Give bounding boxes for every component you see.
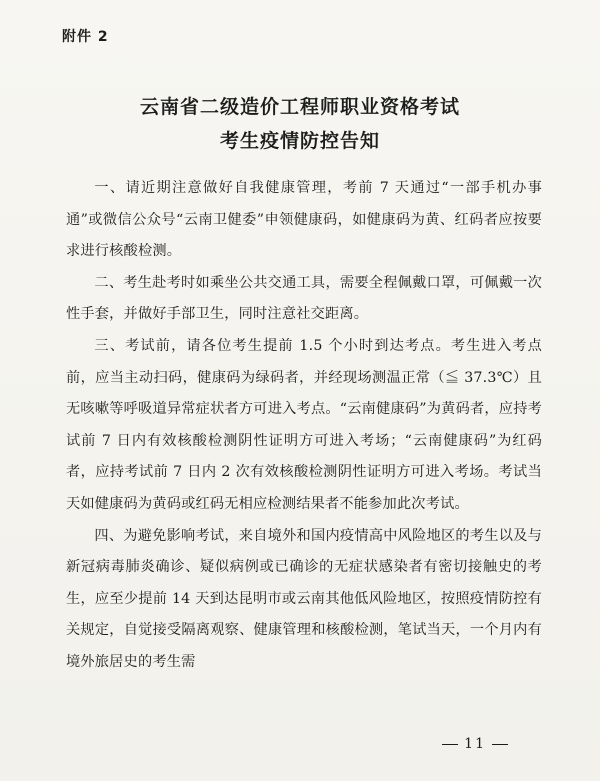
page-number	[436, 736, 514, 752]
page-number-dash-right	[492, 744, 508, 745]
paragraph-2: 二、考生赴考时如乘坐公共交通工具，需要全程佩戴口罩，可佩戴一次性手套，并做好手部卫生，同时注意社交距离。	[66, 274, 542, 323]
document-body	[66, 173, 542, 679]
document-title-line-1: 云南省二级造价工程师职业资格考试	[139, 96, 460, 118]
page-number-dash-left	[442, 744, 458, 745]
paragraph-3: 三、考试前，请各位考生提前 1.5 个小时到达考点。考生进入考点前，应当主动扫码，健康码为绿码者，并经现场测温正常（≦ 37.3℃）且无咳嗽等呼吸道异常症状者方可进入考点。“云南健康码”为黄码者，应持考试前 7 日内有效核酸检测阴性证明方可进入考场；“云南健康码”为红码者，应持考试前 7 日内 2 次有效核酸检测阴性证明方可进入考场。考试当天如健康码为黄码或红码无相应检测结果者不能参加此次考试。	[66, 337, 542, 512]
page-number-value: 11	[464, 736, 486, 752]
document-title-line-2: 考生疫情防控告知	[219, 130, 380, 152]
paragraph-4: 四、为避免影响考试，来自境外和国内疫情高中风险地区的考生以及与新冠病毒肺炎确诊、疑似病例或已确诊的无症状感染者有密切接触史的考生，应至少提前 14 天到达昆明市或云南其他低风险地区，按照疫情防控有关规定，自觉接受隔离观察、健康管理和核酸检测，笔试当天，一个月内有境外旅居史的考生需	[66, 527, 542, 670]
paragraph-1: 一、请近期注意做好自我健康管理，考前 7 天通过“一部手机办事通”或微信公众号“云南卫健委”申领健康码，如健康码为黄、红码者应按要求进行核酸检测。	[66, 180, 542, 260]
attachment-label: 附件 2	[62, 29, 109, 45]
